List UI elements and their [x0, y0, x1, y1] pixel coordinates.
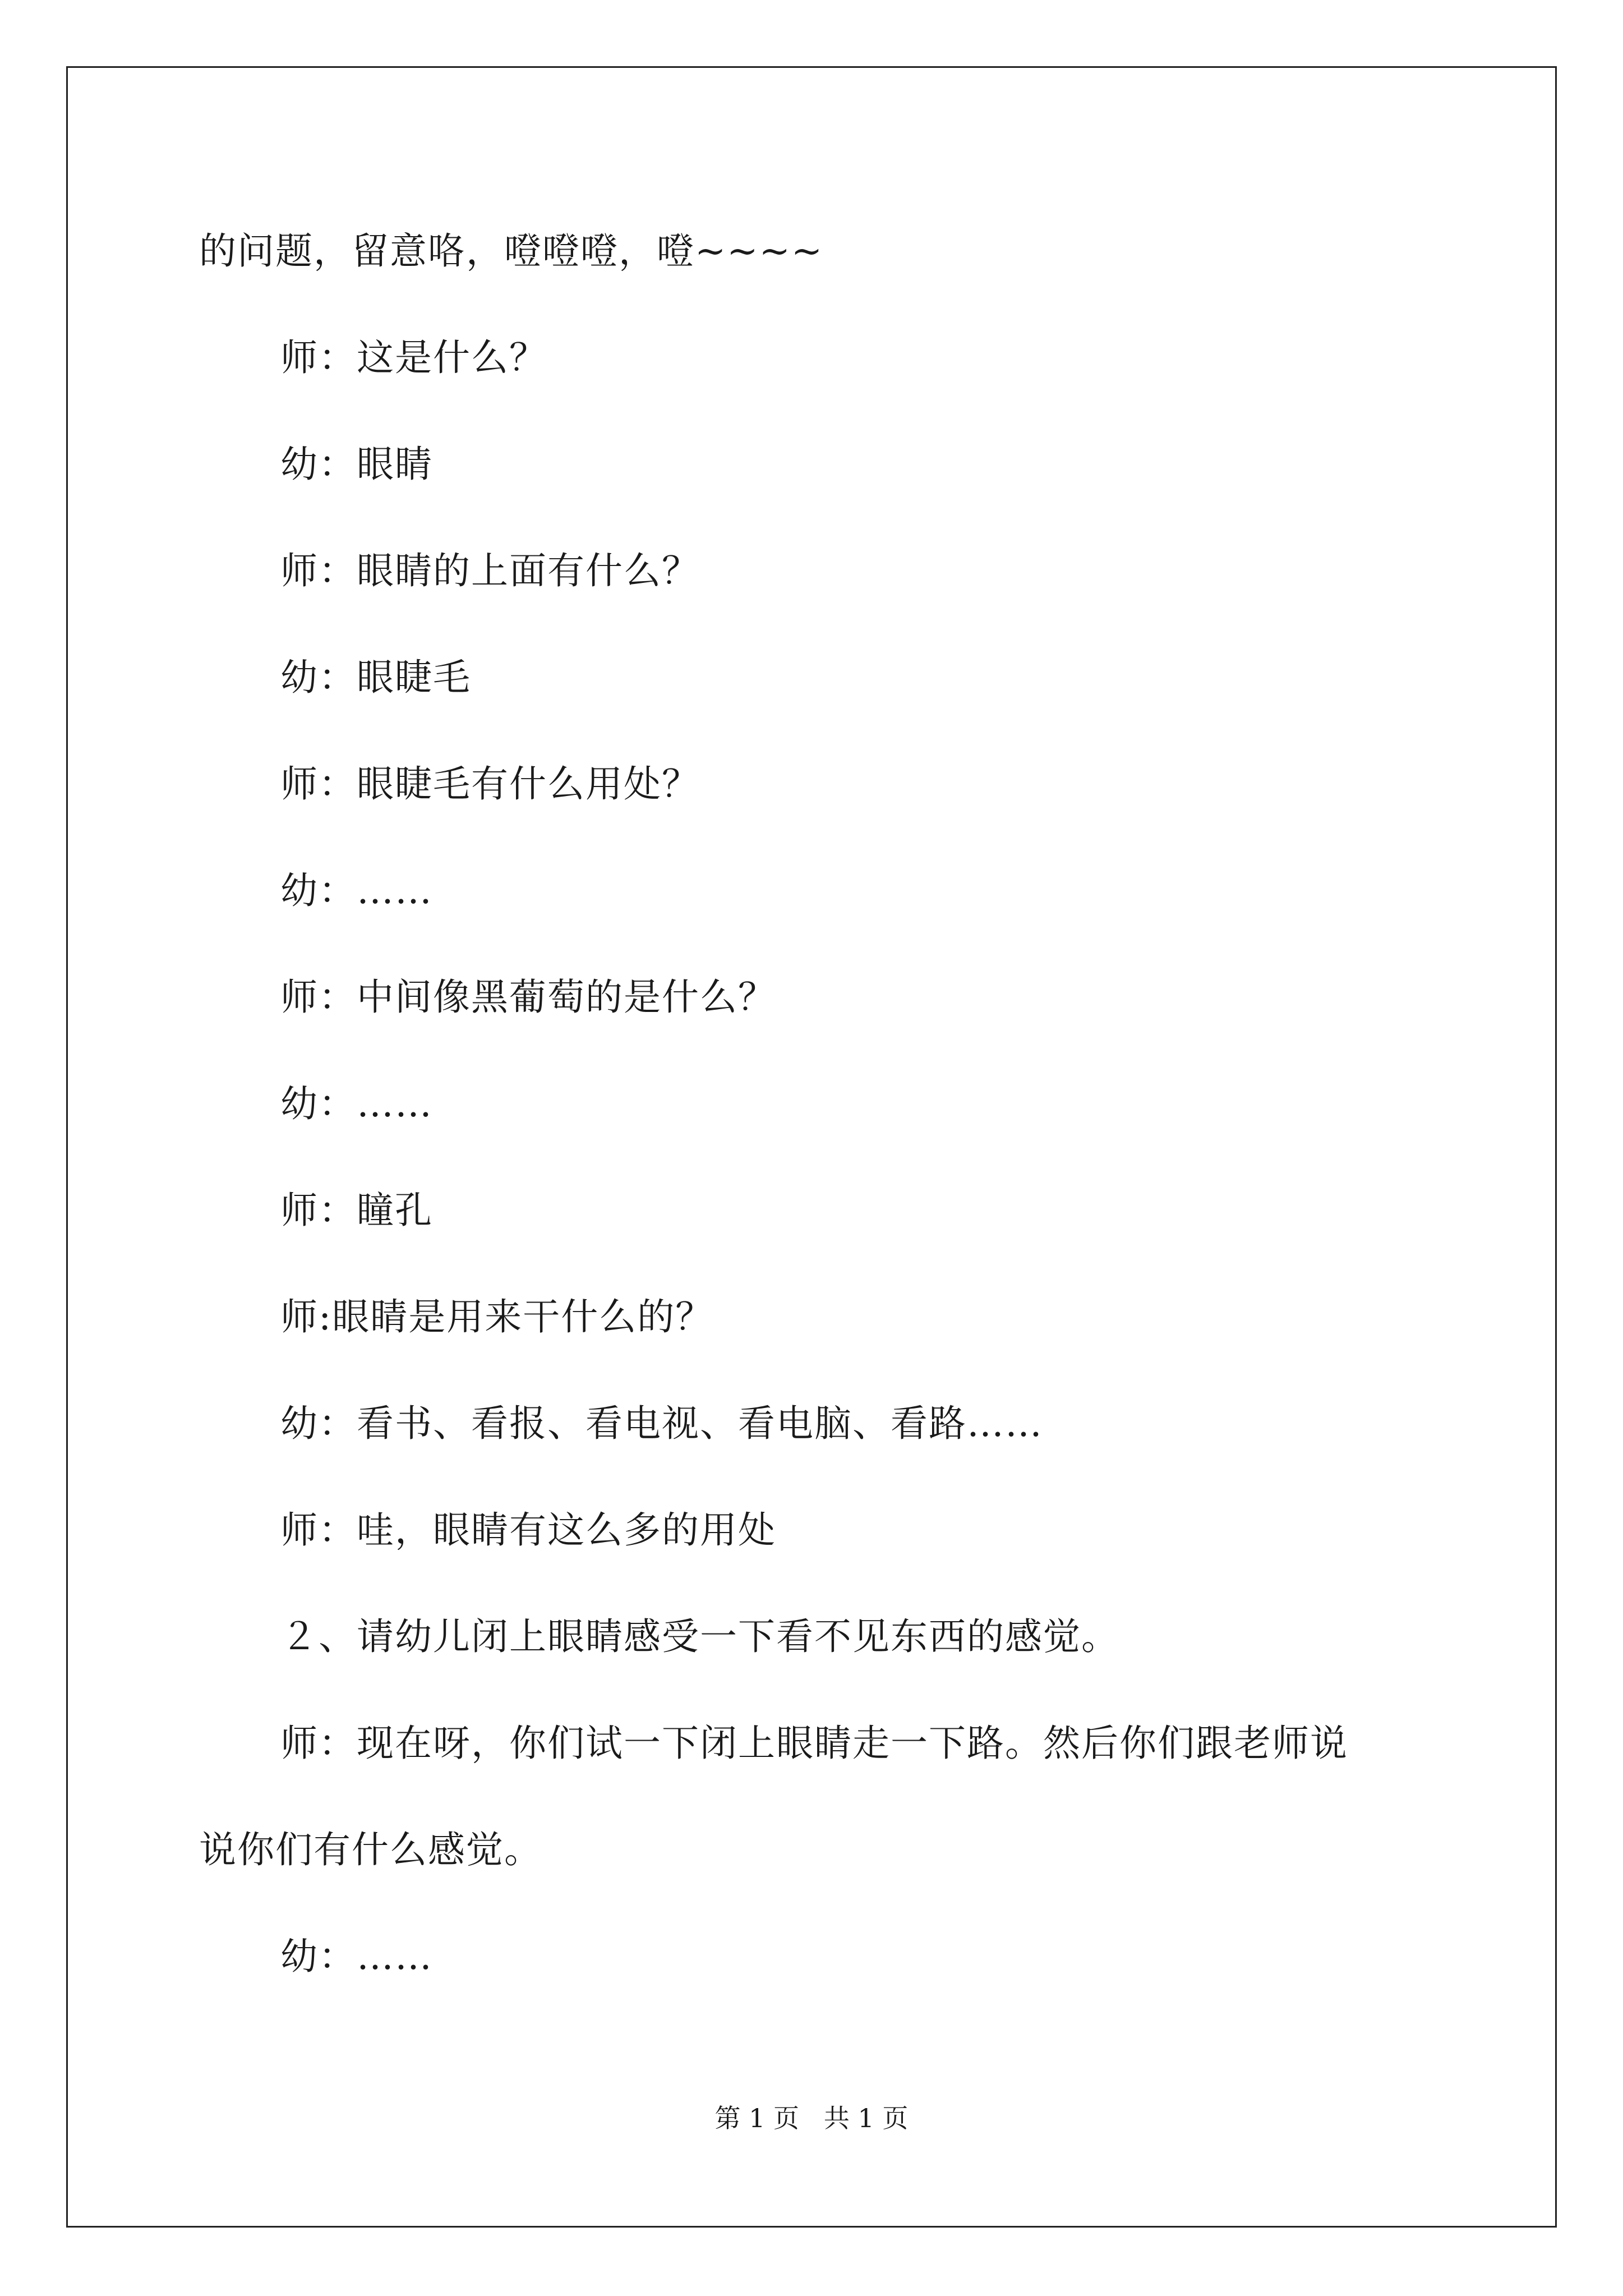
page-number-footer: 第 1 页 共 1 页	[714, 2103, 909, 2133]
dialogue-line: 师：这是什么？	[280, 336, 547, 379]
text-line-continuation: 的问题，留意咯，噔噔噔，噔~~~~	[199, 229, 824, 273]
dialogue-line: 师：中间像黑葡萄的是什么？	[280, 976, 776, 1019]
dialogue-line: 师：眼睛的上面有什么？	[280, 549, 700, 592]
dialogue-line-continuation: 说你们有什么感觉。	[199, 1828, 542, 1871]
dialogue-line: 幼：……	[280, 869, 433, 912]
dialogue-line: 幼：……	[280, 1082, 433, 1125]
dialogue-line: 师：哇，眼睛有这么多的用处	[280, 1508, 776, 1552]
dialogue-line: 师：瞳孔	[280, 1189, 433, 1232]
dialogue-line: 师：现在呀，你们试一下闭上眼睛走一下路。然后你们跟老师说	[280, 1722, 1348, 1765]
dialogue-line: 师：眼睫毛有什么用处？	[280, 762, 700, 806]
page-border	[66, 66, 1557, 2228]
dialogue-line: 幼：眼睛	[280, 443, 433, 486]
dialogue-line: 幼：眼睫毛	[280, 656, 471, 699]
dialogue-line: 幼：看书、看报、看电视、看电脑、看路……	[280, 1402, 1043, 1445]
dialogue-line: 幼：……	[280, 1935, 433, 1978]
dialogue-line: 师:眼睛是用来干什么的？	[280, 1295, 714, 1338]
numbered-step: ２、请幼儿闭上眼睛感受一下看不见东西的感觉。	[280, 1615, 1119, 1658]
